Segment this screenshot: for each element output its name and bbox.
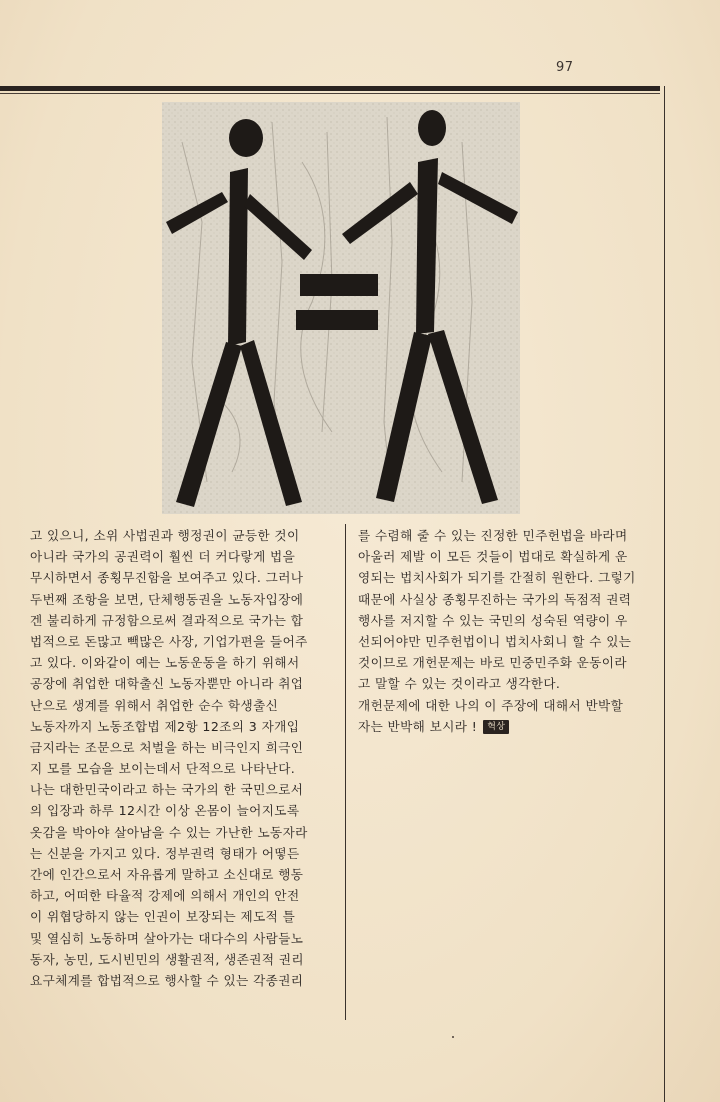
text-line: 노동자까지 노동조합법 제2항 12조의 3 자개입 <box>30 718 300 734</box>
article-column-left <box>30 525 340 991</box>
text-line: 아울러 제발 이 모든 것들이 법대로 확실하게 운 <box>358 549 628 565</box>
right-margin-rule <box>664 86 665 1102</box>
closing-text: 자는 반박해 보시라 ! <box>358 718 478 734</box>
text-line: 간에 인간으로서 자유롭게 말하고 소신대로 행동 <box>30 867 304 882</box>
text-line: 의 입장과 하루 12시간 이상 온몸이 늘어지도록 <box>30 803 300 819</box>
text-line: 공장에 취업한 대학출신 노동자뿐만 아니라 취업 <box>30 676 304 692</box>
text-line: 무시하면서 종횡무진함을 보여주고 있다. 그러나 <box>30 570 304 586</box>
print-speck <box>452 1036 454 1038</box>
text-line: 동자, 농민, 도시빈민의 생활권적, 생존권적 권리 <box>30 951 304 967</box>
text-line: 것이므로 개헌문제는 바로 민중민주화 운동이라 <box>358 655 627 671</box>
top-rule-thin <box>0 93 660 94</box>
text-line: 요구체계를 합법적으로 행사할 수 있는 각종권리 <box>30 972 304 988</box>
text-line: 고 있으니, 소위 사법권과 행정권이 균등한 것이 <box>30 528 300 543</box>
text-line: 옷감을 박아야 살아남을 수 있는 가난한 노동자라 <box>30 824 308 840</box>
text-line: 이 위협당하지 않는 인권이 보장되는 제도적 틀 <box>30 909 296 925</box>
text-line: 나는 대한민국이라고 하는 국가의 한 국민으로서 <box>30 782 304 798</box>
page-number: 97 <box>556 60 574 75</box>
closing-line <box>358 716 658 737</box>
text-line: 아니라 국가의 공권력이 훨씬 더 커다랗게 법을 <box>30 549 296 565</box>
text-line: 지 모를 모습을 보이는데서 단적으로 나타난다. <box>30 761 296 777</box>
text-line: 행사를 저지할 수 있는 국민의 성숙된 역량이 우 <box>358 612 628 628</box>
text-line: 를 수렴해 줄 수 있는 진정한 민주헌법을 바라며 <box>358 528 628 543</box>
text-line: 하고, 어떠한 타율적 강제에 의해서 개인의 안전 <box>30 888 300 904</box>
text-line: 선되어야만 민주헌법이니 법치사회니 할 수 있는 <box>358 633 632 649</box>
stick-figures-illustration <box>162 102 520 514</box>
text-line: 고 있다. 이와같이 예는 노동운동을 하기 위해서 <box>30 655 300 671</box>
text-line: 때문에 사실상 종횡무진하는 국가의 독점적 권력 <box>358 591 632 607</box>
text-line: 법적으로 돈많고 빽많은 사장, 기업가편을 들어주 <box>30 633 308 649</box>
text-line: 고 말할 수 있는 것이라고 생각한다. <box>358 676 561 692</box>
text-line: 겐 불리하게 규정함으로써 결과적으로 국가는 합 <box>30 612 304 628</box>
text-line: 개헌문제에 대한 나의 이 주장에 대해서 반박할 <box>358 697 624 713</box>
text-line: 및 열심히 노동하며 살아가는 대다수의 사람들노 <box>30 930 304 946</box>
text-line: 영되는 법치사회가 되기를 간절히 원한다. 그렇기 <box>358 570 636 586</box>
article-column-right <box>358 525 658 737</box>
text-line: 금지라는 조문으로 처벌을 하는 비극인지 희극인 <box>30 739 304 755</box>
top-rule <box>0 86 660 91</box>
text-line: 난으로 생계를 위해서 취업한 순수 학생출신 <box>30 697 279 713</box>
text-line: 는 신분을 가지고 있다. 정부권력 형태가 어떻든 <box>30 845 300 861</box>
column-divider <box>345 524 346 1020</box>
signature-badge: 혁상 <box>483 720 509 734</box>
text-line: 두번째 조항을 보면, 단체행동권을 노동자입장에 <box>30 591 304 607</box>
stick-figures-drawing <box>162 102 520 514</box>
